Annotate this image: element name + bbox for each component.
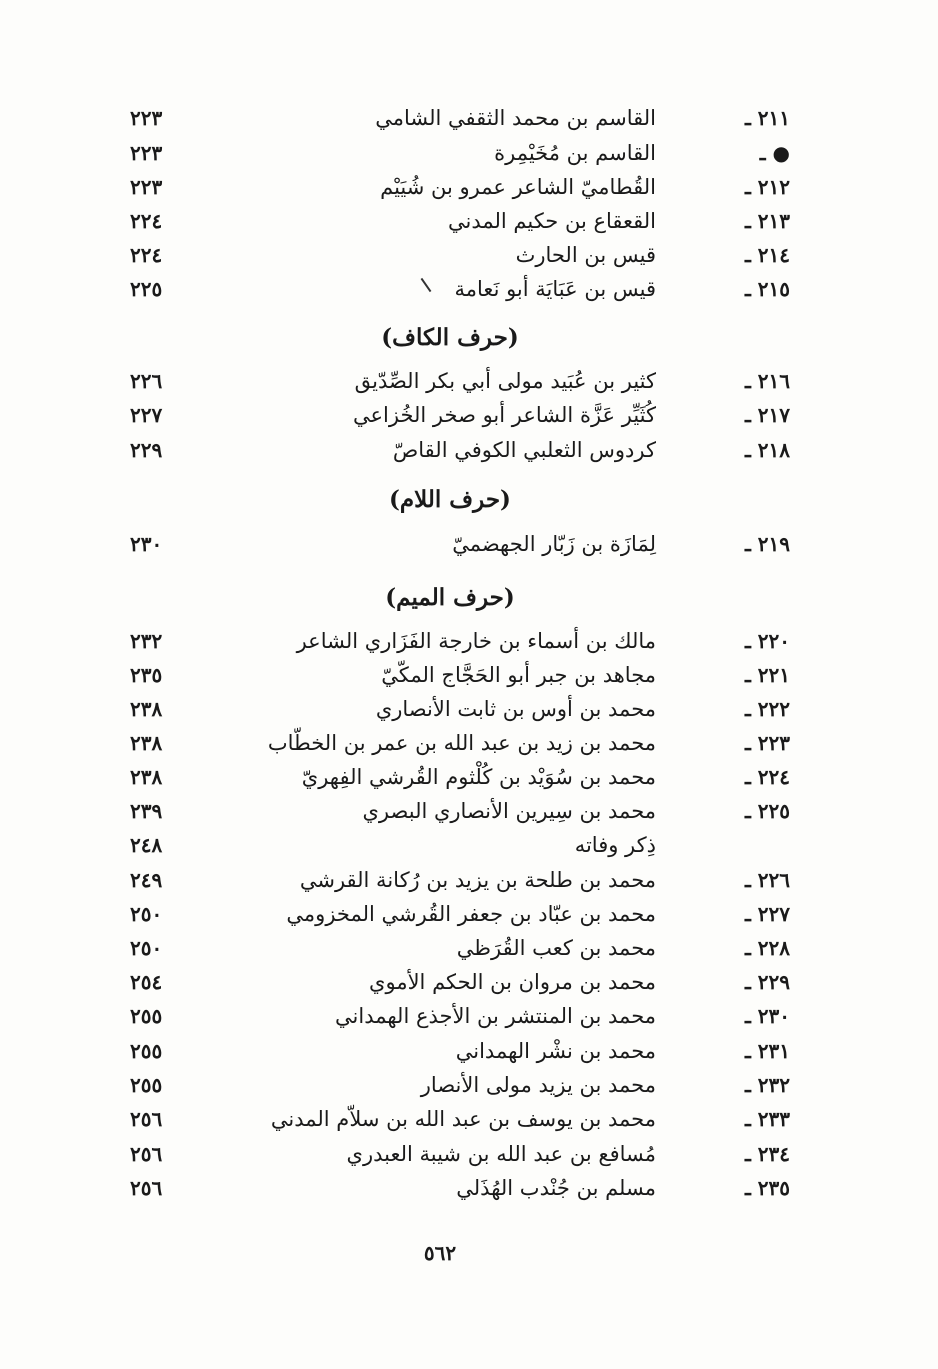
entry-number: ٢١٨ ـ	[744, 438, 790, 462]
page-number: ٥٦٢	[423, 1241, 457, 1265]
index-entry	[0, 1171, 938, 1205]
entry-title: محمد بن كعب القُرَظي	[456, 936, 656, 960]
entry-page: ٢٣٩	[130, 799, 163, 823]
entry-title: محمد بن سُوَيْد بن كُلْثوم القُرشي الفِهريّ	[301, 765, 656, 789]
entry-page: ٢٣٠	[130, 532, 163, 556]
entry-title: القاسم بن مُخَيْمِرة	[494, 141, 656, 165]
entry-page: ٢٢٦	[130, 369, 163, 393]
entry-title: محمد بن سِيرين الأنصاري البصري	[362, 799, 656, 823]
entry-number: ٢١٧ ـ	[744, 403, 790, 427]
entry-number: ٢٢٩ ـ	[744, 970, 790, 994]
section-heading-kaf: (حرف الكاف)	[381, 324, 519, 351]
index-entry	[0, 433, 938, 467]
index-entry	[0, 364, 938, 398]
entry-number: ٢٢٨ ـ	[744, 936, 790, 960]
index-entry	[0, 965, 938, 999]
entry-page: ٢٢٣	[130, 175, 163, 199]
entry-number: ٢٢٥ ـ	[744, 799, 790, 823]
entry-number: ٢١٦ ـ	[744, 369, 790, 393]
entry-page: ٢٥٦	[130, 1142, 163, 1166]
entry-number: ٢١٤ ـ	[744, 243, 790, 267]
index-entry	[0, 897, 938, 931]
index-entry	[0, 863, 938, 897]
entry-page: ٢٤٩	[130, 868, 163, 892]
index-entry	[0, 527, 938, 561]
entry-number: ٢٢٤ ـ	[744, 765, 790, 789]
entry-number: ٢٣٢ ـ	[744, 1073, 790, 1097]
entry-number: ٢٣٥ ـ	[744, 1176, 790, 1200]
index-entry	[0, 1102, 938, 1136]
entry-page: ٢٢٥	[130, 277, 163, 301]
entry-title: محمد بن يوسف بن عبد الله بن سلاّم المدني	[270, 1107, 656, 1131]
entry-page: ٢٣٥	[130, 663, 163, 687]
entry-page: ٢٣٨	[130, 697, 163, 721]
entry-title: محمد بن طلحة بن يزيد بن رُكانة القرشي	[299, 868, 656, 892]
entry-title: محمد بن عبّاد بن جعفر القُرشي المخزومي	[286, 902, 656, 926]
entry-page: ٢٥٤	[130, 970, 163, 994]
entry-page: ٢٥٥	[130, 1004, 163, 1028]
entry-number: ٢١٣ ـ	[744, 209, 790, 233]
entry-number: ٢١١ ـ	[744, 106, 790, 130]
entry-number: ٢١٩ ـ	[744, 532, 790, 556]
entry-page: ٢٣٢	[130, 629, 163, 653]
index-entry	[0, 658, 938, 692]
index-entry	[0, 1034, 938, 1068]
entry-page: ٢٢٣	[130, 106, 163, 130]
index-entry	[0, 999, 938, 1033]
index-entry	[0, 624, 938, 658]
entry-page: ٢٢٧	[130, 403, 163, 427]
entry-number: ٢٣٠ ـ	[744, 1004, 790, 1028]
entry-page: ٢٢٩	[130, 438, 163, 462]
entry-title: محمد بن يزيد مولى الأنصار	[420, 1073, 656, 1097]
entry-title: قيس بن عَبَايَة أبو نَعامة	[454, 277, 656, 301]
entry-title: كردوس الثعلبي الكوفي القاصّ	[392, 438, 656, 462]
index-entry	[0, 692, 938, 726]
entry-title: محمد بن زيد بن عبد الله بن عمر بن الخطّاب	[267, 731, 656, 755]
entry-title: القاسم بن محمد الثقفي الشامي	[375, 106, 656, 130]
entry-title: ذِكر وفاته	[574, 833, 656, 857]
entry-title: محمد بن مروان بن الحكم الأموي	[369, 970, 656, 994]
entry-page: ٢٥٦	[130, 1107, 163, 1131]
entry-number: ٢١٢ ـ	[744, 175, 790, 199]
entry-page: ٢٥٦	[130, 1176, 163, 1200]
entry-number: ٢٢٧ ـ	[744, 902, 790, 926]
entry-title: محمد بن أوس بن ثابت الأنصاري	[375, 697, 656, 721]
entry-title: كثير بن عُبَيد مولى أبي بكر الصِّدّيق	[354, 369, 656, 393]
entry-title: لِمَازَة بن زَبّار الجهضميّ	[452, 532, 656, 556]
entry-title: كُثَيِّر عَزَّة الشاعر أبو صخر الخُزاعي	[353, 403, 656, 427]
entry-number: ٢١٥ ـ	[744, 277, 790, 301]
entry-page: ٢٢٣	[130, 141, 163, 165]
index-entry	[0, 726, 938, 760]
entry-number: ٢٢٢ ـ	[744, 697, 790, 721]
entry-page: ٢٤٨	[130, 833, 163, 857]
index-entry	[0, 1068, 938, 1102]
entry-title: مُسافع بن عبد الله بن شيبة العبدري	[346, 1142, 656, 1166]
index-entry	[0, 170, 938, 204]
index-entry	[0, 136, 938, 170]
entry-number: ٢٣١ ـ	[744, 1039, 790, 1063]
index-entry	[0, 398, 938, 432]
entry-page: ٢٢٤	[130, 209, 163, 233]
section-heading-lam: (حرف اللام)	[389, 486, 511, 513]
entry-number: ٢٣٣ ـ	[744, 1107, 790, 1131]
index-entry	[0, 794, 938, 828]
index-entry	[0, 101, 938, 135]
entry-title: محمد بن نشْر الهمداني	[455, 1039, 656, 1063]
entry-page: ٢٥٠	[130, 902, 163, 926]
entry-number: ٢٢٣ ـ	[744, 731, 790, 755]
entry-number: ● ـ	[759, 141, 790, 165]
entry-title: محمد بن المنتشر بن الأجذع الهمداني	[335, 1004, 656, 1028]
index-entry	[0, 760, 938, 794]
entry-title: قيس بن الحارث	[515, 243, 656, 267]
entry-page: ٢٣٨	[130, 731, 163, 755]
entry-title: مجاهد بن جبر أبو الحَجَّاج المكّيّ	[381, 663, 656, 687]
entry-number: ٢٢٦ ـ	[744, 868, 790, 892]
entry-number: ٢٢١ ـ	[744, 663, 790, 687]
index-entry	[0, 931, 938, 965]
entry-number: ٢٢٠ ـ	[744, 629, 790, 653]
entry-title: مالك بن أسماء بن خارجة الفَزَاري الشاعر	[296, 629, 656, 653]
index-subentry	[0, 828, 938, 862]
entry-title: مسلم بن جُنْدب الهُذَلي	[456, 1176, 656, 1200]
entry-page: ٢٥٠	[130, 936, 163, 960]
entry-title: القُطاميّ الشاعر عمرو بن شُيَيْم	[380, 175, 656, 199]
index-entry	[0, 272, 938, 306]
entry-page: ٢٣٨	[130, 765, 163, 789]
entry-title: القعقاع بن حكيم المدني	[447, 209, 656, 233]
entry-page: ٢٢٤	[130, 243, 163, 267]
index-entry	[0, 238, 938, 272]
entry-number	[705, 828, 790, 862]
section-heading-mim: (حرف الميم)	[385, 584, 515, 611]
entry-page: ٢٥٥	[130, 1039, 163, 1063]
index-entry	[0, 204, 938, 238]
index-entry	[0, 1137, 938, 1171]
entry-page: ٢٥٥	[130, 1073, 163, 1097]
entry-number: ٢٣٤ ـ	[744, 1142, 790, 1166]
